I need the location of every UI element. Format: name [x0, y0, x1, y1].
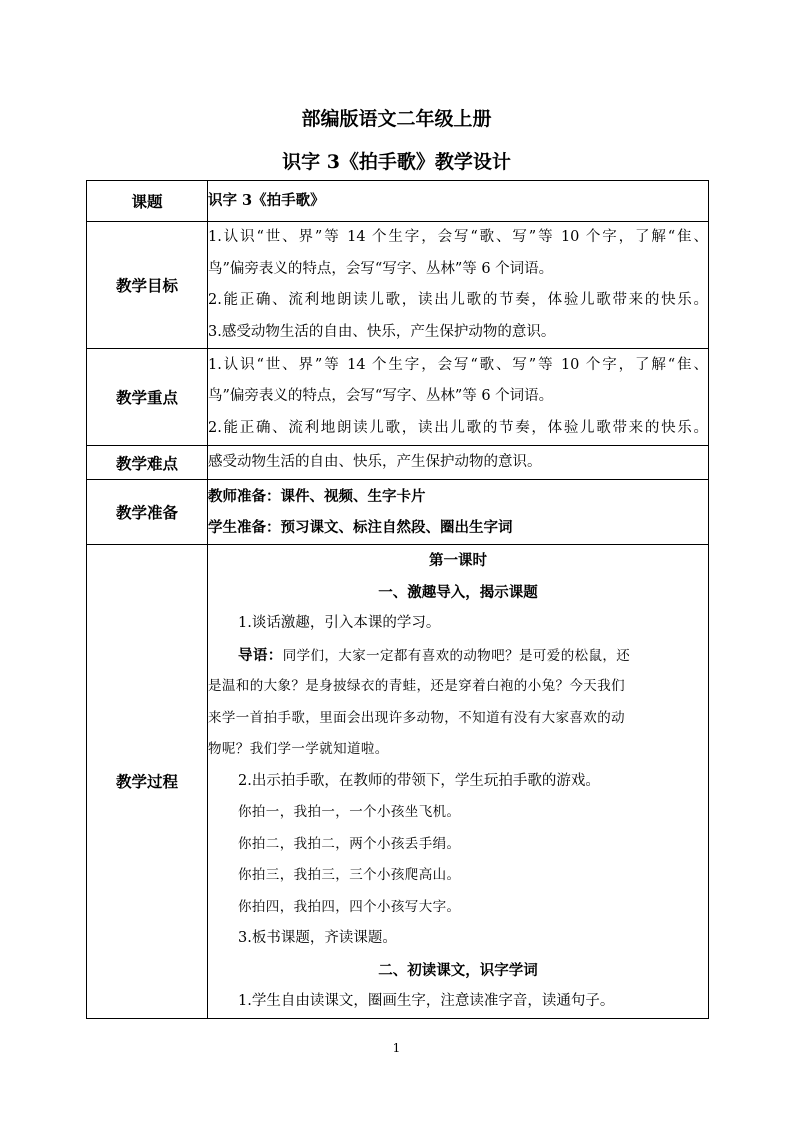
objective-line: 3.感受动物生活的自由、快乐，产生保护动物的意识。	[208, 323, 556, 340]
song-line: 你拍二，我拍二，两个小孩丢手绢。	[238, 835, 461, 852]
objective-line: 鸟”偏旁表义的特点，会写“写字、丛林”等 6 个词语。	[208, 260, 554, 277]
intro-speech-line: 物呢？我们学一学就知道啦。	[208, 741, 389, 757]
row-label-guocheng: 教学过程	[87, 545, 208, 1019]
table-row	[87, 446, 709, 480]
intro-speech-text: 同学们，大家一定都有喜欢的动物吧？是可爱的松鼠，还	[282, 647, 631, 664]
table-row	[87, 222, 709, 349]
teacher-prep: 教师准备：课件、视频、生字卡片	[208, 487, 426, 505]
section-heading: 二、初读课文，识字学词	[378, 961, 538, 979]
table-row	[87, 349, 709, 446]
row-label-keti: 课题	[87, 181, 208, 222]
section-heading: 一、激趣导入，揭示课题	[378, 583, 538, 601]
document-title: 部编版语文二年级上册	[301, 108, 492, 130]
intro-speech-label: 导语：	[238, 646, 283, 664]
lesson-plan-table	[86, 180, 709, 1019]
table-row	[87, 181, 709, 222]
row-content-zhongdian	[208, 349, 709, 446]
row-label-zhunbei: 教学准备	[87, 480, 208, 545]
song-line: 你拍四，我拍四，四个小孩写大字。	[238, 898, 461, 915]
process-step: 3.板书课题，齐读课题。	[238, 930, 397, 946]
song-line: 你拍三，我拍三，三个小孩爬高山。	[238, 867, 461, 883]
row-content-keti	[208, 181, 709, 222]
process-step: 1.学生自由读课文，圈画生字，注意读准字音，读通句子。	[238, 993, 615, 1009]
difficulty-line: 感受动物生活的自由、快乐，产生保护动物的意识。	[208, 453, 542, 470]
objective-line: 2.能正确、流利地朗读儿歌，读出儿歌的节奏，体验儿歌带来的快乐。	[208, 292, 708, 308]
row-label-zhongdian: 教学重点	[87, 349, 208, 446]
document-subtitle: 识字 3《拍手歌》教学设计	[282, 151, 511, 173]
intro-speech-line: 来学一首拍手歌，里面会出现许多动物，不知道有没有大家喜欢的动	[208, 709, 625, 726]
intro-speech-line	[208, 640, 708, 672]
process-step: 1.谈话激趣，引入本课的学习。	[238, 615, 441, 631]
page-number: 1	[392, 1041, 401, 1055]
table-row	[87, 480, 709, 545]
table-row	[87, 545, 709, 1019]
song-line: 你拍一，我拍一，一个小孩坐飞机。	[238, 804, 461, 820]
keypoint-line: 1.认识“世、界”等 14 个生字，会写“歌、写”等 10 个字，了解“隹、	[208, 356, 708, 373]
row-content-mubiao	[208, 222, 709, 349]
lesson-period-title: 第一课时	[429, 552, 487, 569]
row-content-nandian	[208, 446, 709, 480]
row-label-nandian: 教学难点	[87, 446, 208, 480]
row-content-zhunbei	[208, 480, 709, 545]
row-label-mubiao: 教学目标	[87, 222, 208, 349]
student-prep: 学生准备：预习课文、标注自然段、圈出生字词	[208, 519, 513, 536]
lesson-topic: 识字 3《拍手歌》	[208, 192, 325, 210]
process-step: 2.出示拍手歌，在教师的带领下，学生玩拍手歌的游戏。	[238, 772, 600, 789]
intro-speech-line: 是温和的大象？是身披绿衣的青蛙，还是穿着白袍的小兔？今天我们	[208, 678, 625, 694]
keypoint-line: 2.能正确、流利地朗读儿歌，读出儿歌的节奏，体验儿歌带来的快乐。	[208, 419, 708, 436]
objective-line: 1.认识“世、界”等 14 个生字，会写“歌、写”等 10 个字，了解“隹、	[208, 229, 708, 245]
row-content-guocheng	[208, 545, 709, 1019]
keypoint-line: 鸟”偏旁表义的特点，会写“写字、丛林”等 6 个词语。	[208, 388, 554, 405]
